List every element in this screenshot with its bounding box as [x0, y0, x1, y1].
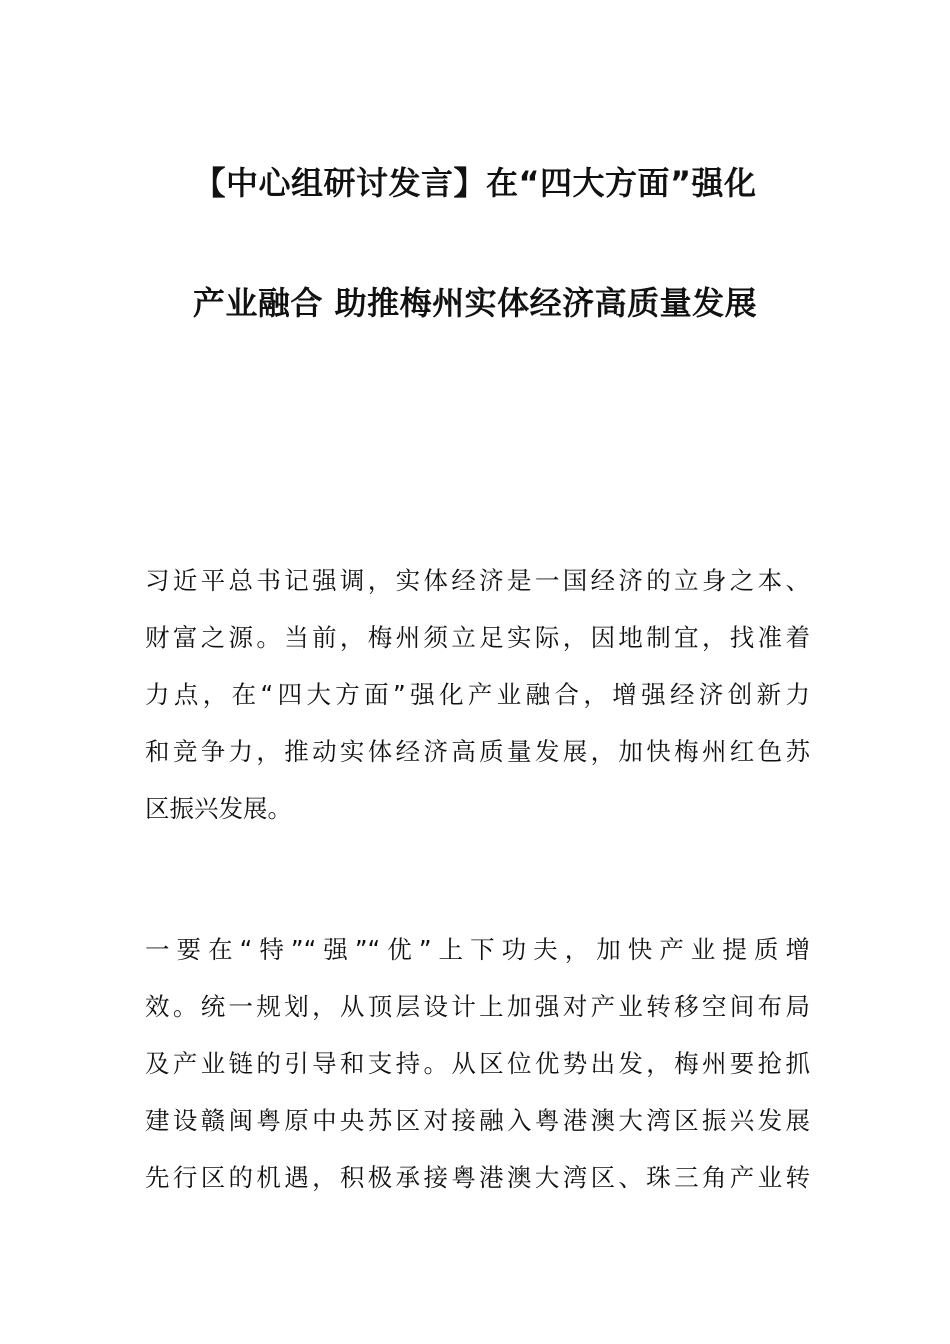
- document-title-line-2: 产业融合 助推梅州实体经济高质量发展: [192, 284, 758, 322]
- paragraph-line: 建设赣闽粤原中央苏区对接融入粤港澳大湾区振兴发展: [145, 1106, 810, 1135]
- paragraph-line: 区振兴发展。: [145, 794, 292, 823]
- paragraph-line: 先行区的机遇，积极承接粤港澳大湾区、珠三角产业转: [145, 1163, 810, 1192]
- paragraph-line: 力点，在“四大方面”强化产业融合，增强经济创新力: [145, 680, 810, 709]
- paragraph-line: 一要在“特”“强”“优”上下功夫，加快产业提质增: [145, 935, 810, 964]
- paragraph-2: [145, 921, 810, 1206]
- paragraph-line: 习近平总书记强调，实体经济是一国经济的立身之本、: [145, 566, 810, 595]
- paragraph-line: 及产业链的引导和支持。从区位优势出发，梅州要抢抓: [145, 1049, 810, 1078]
- paragraph-line: 财富之源。当前，梅州须立足实际，因地制宜，找准着: [145, 623, 810, 652]
- paragraph-line: 效。统一规划，从顶层设计上加强对产业转移空间布局: [145, 992, 810, 1021]
- paragraph-1: [145, 552, 810, 837]
- paragraph-line: 和竞争力，推动实体经济高质量发展，加快梅州红色苏: [145, 737, 810, 766]
- document-title-line-1: 【中心组研讨发言】在“四大方面”强化: [193, 164, 757, 202]
